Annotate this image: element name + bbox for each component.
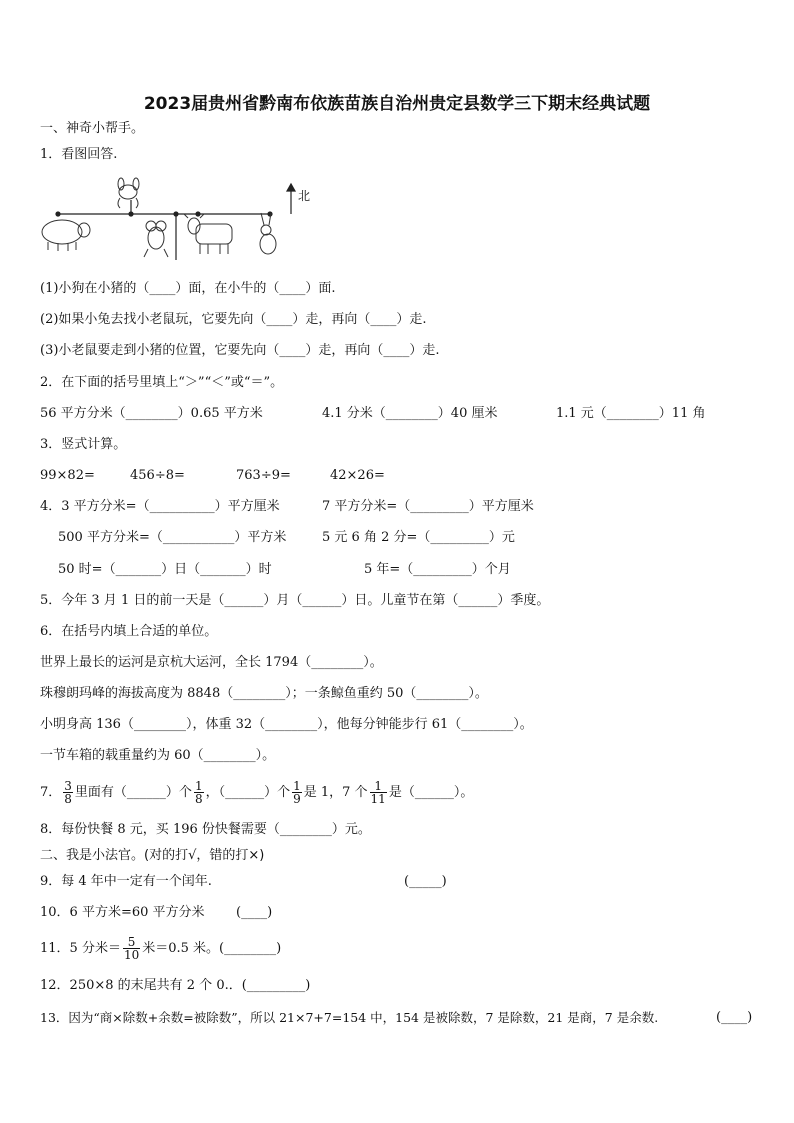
q3-item: 99×82= (40, 468, 95, 483)
q11-prefix: 11．5 分米＝ (40, 941, 121, 956)
fraction-1-11 (370, 780, 387, 805)
q6-line-3: 小明身高 136（________），体重 32（________），他每分钟能步行 61（________）。 (40, 717, 533, 732)
q2-stem: 2．在下面的括号里填上“＞”“＜”或“＝”。 (40, 375, 284, 390)
fraction-numerator: 1 (293, 779, 301, 793)
north-label: 北 (298, 189, 311, 203)
q9-answer-blank[interactable]: (_____) (404, 874, 447, 889)
q7-text-4: 是（______）。 (388, 785, 474, 800)
q10-answer-blank[interactable]: (____) (236, 905, 273, 920)
q5-text: 5．今年 3 月 1 日的前一天是（______）月（______）日。儿童节在第（______）季度。 (40, 593, 550, 608)
pig-icon (42, 220, 90, 251)
q13-answer-blank[interactable]: (____) (716, 1010, 753, 1025)
q4-item-f: 5 年=（_________）个月 (364, 562, 511, 577)
q3-stem: 3．竖式计算。 (40, 437, 127, 452)
q2-item-b: 4.1 分米（________）40 厘米 (322, 406, 498, 421)
q4-item-e: 50 时=（_______）日（_______）时 (58, 562, 272, 577)
q1-stem: 1．看图回答. (40, 147, 118, 162)
q1-sub3: (3)小老鼠要走到小猪的位置，它要先向（____）走，再向（____）走. (40, 343, 440, 358)
q7-prefix: 7． (40, 785, 62, 800)
fraction-numerator: 1 (194, 779, 203, 793)
q4-item-b: 7 平方分米=（_________）平方厘米 (322, 499, 534, 514)
q6-stem: 6．在括号内填上合适的单位。 (40, 624, 218, 639)
q4-item-a: 4．3 平方分米=（__________）平方厘米 (40, 499, 280, 514)
q11-line (40, 932, 281, 966)
rabbit-icon (260, 213, 276, 254)
q6-line-2: 珠穆朗玛峰的海拔高度为 8848（________）；一条鲸鱼重约 50（________）。 (40, 686, 488, 701)
page-title: 2023届贵州省黔南布依族苗族自治州贵定县数学三下期末经典试题 (143, 94, 651, 114)
section-1-heading: 一、神奇小帮手。 (40, 121, 145, 136)
q3-item: 42×26= (330, 468, 385, 483)
q3-item: 456÷8= (130, 468, 185, 483)
north-arrow-icon (287, 184, 295, 214)
cow-icon (184, 214, 232, 254)
fraction-1-9 (292, 780, 302, 805)
q10-text: 10．6 平方米=60 平方分米 (40, 905, 205, 920)
q3-item: 763÷9= (236, 468, 291, 483)
q1-sub1: (1)小狗在小猪的（____）面，在小牛的（____）面. (40, 281, 336, 296)
q4-item-c: 500 平方分米=（___________）平方米 (58, 530, 287, 545)
fraction-numerator: 3 (64, 779, 72, 793)
fraction-3-8 (63, 780, 73, 805)
q2-item-c: 1.1 元（________）11 角 (556, 406, 706, 421)
q11-suffix: 米＝0.5 米。(________) (142, 941, 282, 956)
dog-icon (118, 178, 139, 208)
q12-text: 12．250×8 的末尾共有 2 个 0.．(_________) (40, 978, 311, 993)
fraction-numerator: 5 (123, 936, 140, 949)
q6-line-1: 世界上最长的运河是京杭大运河，全长 1794（________）。 (40, 655, 383, 670)
fraction-denominator: 9 (293, 792, 301, 806)
q2-item-a: 56 平方分米（________）0.65 平方米 (40, 406, 263, 421)
section-2-heading: 二、我是小法官。(对的打√，错的打×) (40, 848, 265, 863)
q1-sub2: (2)如果小兔去找小老鼠玩，它要先向（____）走，再向（____）走. (40, 312, 427, 327)
fraction-denominator: 8 (194, 792, 203, 806)
mouse-icon (144, 221, 168, 257)
q7-text-1: 里面有（______）个 (74, 785, 192, 800)
q13-text: 13．因为“商×除数+余数=被除数”，所以 21×7+7=154 中，154 是被除数，7 是除数，21 是商，7 是余数. (40, 1010, 659, 1025)
q7-text-3: 是 1，7 个 (303, 785, 368, 800)
fraction-denominator: 11 (370, 792, 386, 806)
q9-text: 9．每 4 年中一定有一个闰年. (40, 874, 212, 889)
fraction-numerator: 1 (370, 780, 387, 793)
q7-text-2: ，（______）个 (205, 785, 291, 800)
fraction-1-8 (194, 780, 204, 805)
q6-line-4: 一节车箱的载重量约为 60（________）。 (40, 748, 276, 763)
q8-text: 8．每份快餐 8 元，买 196 份快餐需要（________）元。 (40, 822, 371, 837)
q4-item-d: 5 元 6 角 2 分=（_________）元 (322, 530, 515, 545)
fraction-denominator: 10 (123, 948, 140, 962)
fraction-denominator: 8 (64, 792, 72, 806)
fraction-5-10 (123, 936, 140, 961)
animal-position-figure (36, 172, 316, 272)
q7-line (40, 776, 473, 810)
